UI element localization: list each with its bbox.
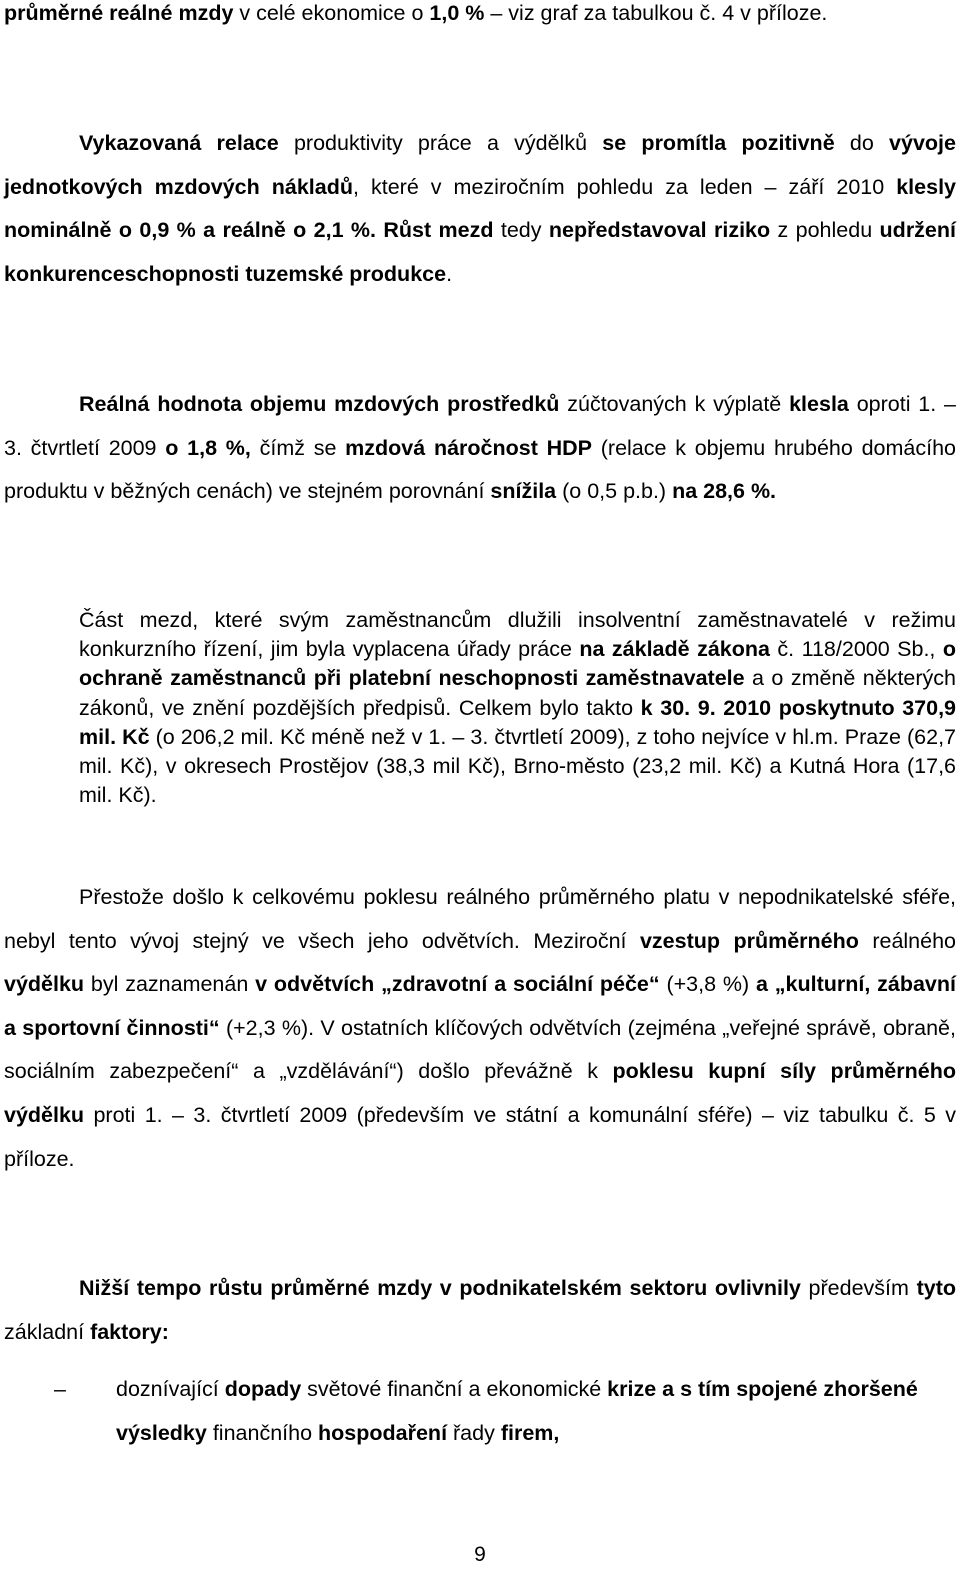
- text: tedy: [493, 218, 549, 242]
- text-bold: nepředstavoval riziko: [548, 218, 771, 242]
- paragraph-business-sector: [4, 1267, 956, 1354]
- text: (+3,8 %): [659, 972, 756, 997]
- text-bold: na 28,6 %.: [672, 479, 777, 503]
- text-bold: poklesu kupní síly průměrného výdělku: [4, 1059, 956, 1127]
- text-bold: o ochraně zaměstnanců při platební neschopnosti zaměstnavatele: [79, 637, 956, 691]
- text: (o 0,5 p.b.): [556, 479, 673, 503]
- text: (relace k objemu hrubého domácího produktu v běžných cenách) ve stejném porovnání: [4, 435, 957, 503]
- text-bold: se promítla pozitivně: [602, 131, 835, 155]
- text-bold: dopady: [224, 1377, 302, 1401]
- text: Část mezd, které svým zaměstnancům dlužili insolventní zaměstnavatelé v režimu konkurzního řízení, jim byla vyplacena úřady práce: [79, 608, 956, 662]
- text-bold: Reálná hodnota objemu mzdových prostředků: [79, 392, 560, 416]
- text: .: [446, 261, 453, 286]
- text: č. 118/2000 Sb.,: [769, 637, 943, 662]
- text-bold: snížila: [490, 479, 557, 503]
- paragraph-insolvency: [79, 606, 956, 810]
- text-bold: firem,: [500, 1420, 560, 1445]
- text: , které v meziročním pohledu za leden – září 2010: [353, 174, 897, 199]
- text: reálného: [858, 928, 957, 953]
- text: čímž se: [250, 435, 346, 460]
- text: oproti 1. – 3. čtvrtletí 2009: [4, 392, 956, 460]
- dash-bullet-icon: –: [54, 1377, 66, 1401]
- text: základní: [4, 1319, 91, 1344]
- text: zúčtovaných k výplatě: [559, 392, 790, 416]
- text: finančního: [206, 1420, 319, 1445]
- paragraph-wage-volume: [4, 383, 956, 514]
- text-bold: udržení konkurenceschopnosti tuzemské produkce: [4, 218, 956, 286]
- text-bold: výdělku: [4, 972, 85, 997]
- text: (+2,3 %). V ostatních klíčových odvětvích (zejména „veřejné správě, obraně, sociálním zabezpečení“ a „vzdělávání“) došlo převážně k: [4, 1015, 956, 1084]
- text-bold: v odvětvích „zdravotní a sociální péče“: [255, 972, 660, 997]
- text: především: [800, 1276, 917, 1300]
- text: doznívající: [116, 1377, 225, 1401]
- list-item-text: [116, 1368, 956, 1455]
- paragraph-productivity: [4, 122, 956, 296]
- text-bold: klesly nominálně o 0,9 % a reálně o 2,1 %. Růst mezd: [4, 174, 956, 242]
- text-bold: k 30. 9. 2010 poskytnuto 370,9 mil. Kč: [79, 695, 956, 749]
- paragraph-real-wages: [4, 0, 956, 36]
- text: řady: [447, 1420, 501, 1445]
- paragraph-non-business-sphere: [4, 876, 956, 1181]
- list-item: [4, 1368, 956, 1455]
- text: a o změně některých zákonů, ve znění pozdějších předpisů. Celkem bylo takto: [79, 666, 956, 720]
- text-bold: o 1,8 %,: [165, 435, 251, 460]
- text: Přestože došlo k celkovému poklesu reálného průměrného platu v nepodnikatelské sféře, nebyl tento vývoj stejný ve všech jeho odvětvích. Meziroční: [4, 885, 956, 953]
- text: produktivity práce a výdělků: [278, 131, 603, 155]
- text-bold: a „kulturní, zábavní a sportovní činnosti“: [4, 972, 956, 1040]
- text-bold: faktory:: [90, 1319, 169, 1344]
- text-bold: mzdová náročnost HDP: [345, 435, 593, 460]
- text-bold: Vykazovaná relace: [79, 131, 279, 155]
- text-bold: vývoje jednotkových mzdových nákladů: [4, 131, 956, 199]
- text-bold: na základě zákona: [579, 637, 770, 662]
- text-bold: klesla: [789, 392, 849, 416]
- text-bold: vzestup průměrného: [639, 928, 859, 953]
- text-bold: Nižší tempo růstu průměrné mzdy v podnikatelském sektoru ovlivnily: [79, 1276, 801, 1300]
- text: z pohledu: [770, 218, 880, 242]
- text: do: [834, 131, 890, 155]
- text-bold: průměrné reálné mzdy: [4, 1, 234, 25]
- text: byl zaznamenán: [84, 972, 256, 997]
- text: proti 1. – 3. čtvrtletí 2009 (především ve státní a komunální sféře) – viz tabulku č. 5 v příloze.: [4, 1102, 956, 1171]
- text: (o 206,2 mil. Kč méně než v 1. – 3. čtvrtletí 2009), z toho nejvíce v hl.m. Praze (62,7 mil. Kč), v okresech Prostějov (38,3 mil Kč), Brno-město (23,2 mil. Kč) a Kutná Hora (17,6 mil. Kč).: [79, 724, 957, 808]
- text-bold: 1,0 %: [429, 1, 485, 25]
- text-bold: hospodaření: [318, 1420, 448, 1445]
- text: – viz graf za tabulkou č. 4 v příloze.: [484, 1, 828, 25]
- text-bold: tyto: [916, 1276, 956, 1300]
- text: světové finanční a ekonomické: [301, 1377, 608, 1401]
- page-number: 9: [474, 1543, 486, 1566]
- text-bold: krize a s tím spojené zhoršené výsledky: [116, 1377, 918, 1445]
- text: v celé ekonomice o: [233, 1, 430, 25]
